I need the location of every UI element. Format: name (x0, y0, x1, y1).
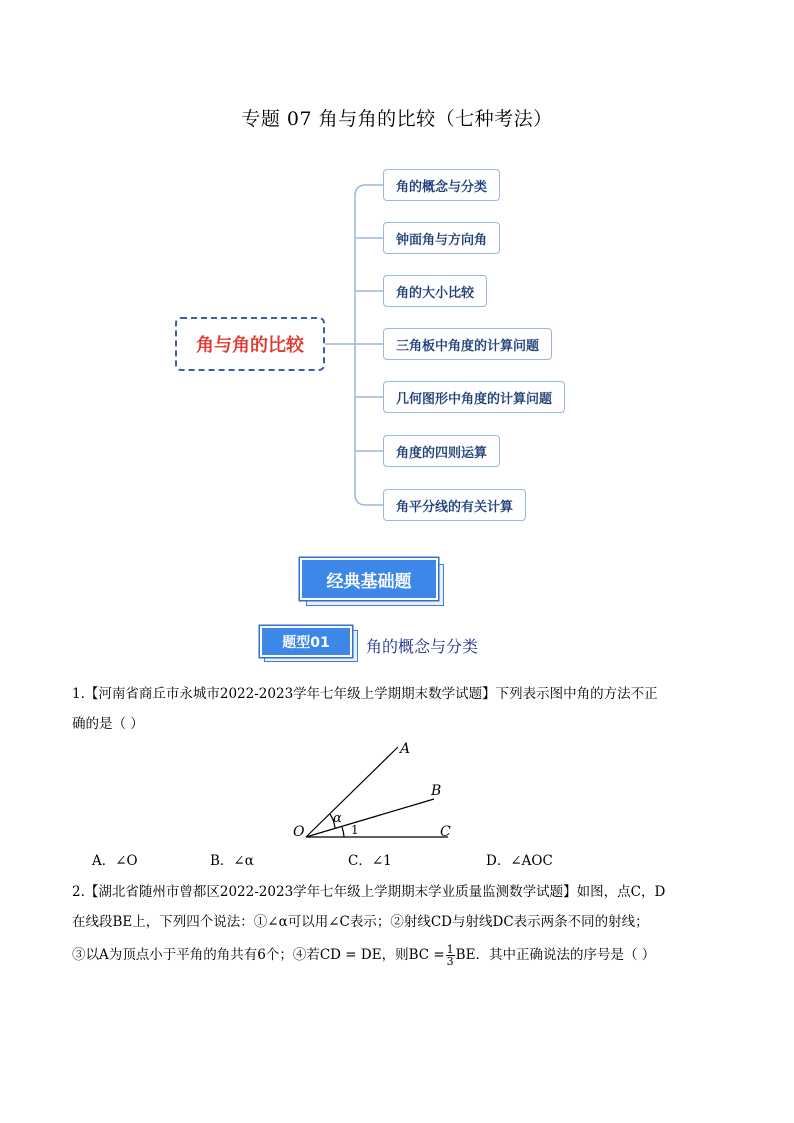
q1-line1: 1.【河南省商丘市永城市2022-2023学年七年级上学期期末数学试题】下列表示图中角的方法不正 (72, 686, 658, 702)
label-alpha: α (333, 811, 342, 826)
page-title: 专题 07 角与角的比较（七种考法） (241, 108, 553, 130)
fraction-denominator: 3 (446, 955, 454, 968)
question-type-label: 角的概念与分类 (366, 637, 479, 656)
mindmap-root: 角与角的比较 (175, 317, 325, 371)
q1-line2: 确的是（ ） (72, 716, 144, 732)
q1-option-b: B．∠α (210, 853, 254, 869)
fraction-one-third (446, 944, 455, 967)
q2-line1: 2.【湖北省随州市曾都区2022-2023学年七年级上学期期末学业质量监测数学试题】如图，点C，D (72, 884, 666, 900)
mindmap-node-1: 角的概念与分类 (383, 169, 500, 201)
angle-figure (288, 735, 468, 845)
label-c: C (440, 824, 451, 840)
q2-line3-end: BE．其中正确说法的序号是（ ） (455, 947, 656, 963)
q1-option-c: C．∠1 (348, 853, 392, 869)
mindmap-node-4: 三角板中角度的计算问题 (383, 328, 552, 360)
fraction-numerator: 1 (446, 943, 454, 956)
arc-one (342, 827, 344, 837)
label-one: 1 (351, 823, 359, 837)
label-o: O (293, 824, 305, 840)
mindmap-node-2: 钟面角与方向角 (383, 222, 500, 254)
mindmap-node-3: 角的大小比较 (383, 275, 487, 307)
question-type-badge-label: 题型01 (260, 626, 352, 657)
q2-line2: 在线段BE上，下列四个说法：①∠α可以用∠C表示；②射线CD与射线DC表示两条不同的射线； (72, 914, 649, 930)
q2-line3-start: ③以A为顶点小于平角的角共有6个；④若CD = DE，则BC = (72, 947, 445, 963)
mindmap-node-7: 角平分线的有关计算 (383, 489, 526, 521)
section-banner (300, 558, 444, 608)
mindmap-node-6: 角度的四则运算 (383, 435, 500, 467)
q1-option-d: D．∠AOC (486, 853, 553, 869)
label-a: A (400, 741, 411, 757)
question-type-badge (260, 626, 358, 662)
q1-option-a: A．∠O (92, 853, 138, 869)
label-b: B (431, 783, 442, 799)
section-banner-label: 经典基础题 (300, 558, 438, 600)
q2-line3 (72, 944, 655, 967)
mindmap-node-5: 几何图形中角度的计算问题 (383, 381, 565, 413)
